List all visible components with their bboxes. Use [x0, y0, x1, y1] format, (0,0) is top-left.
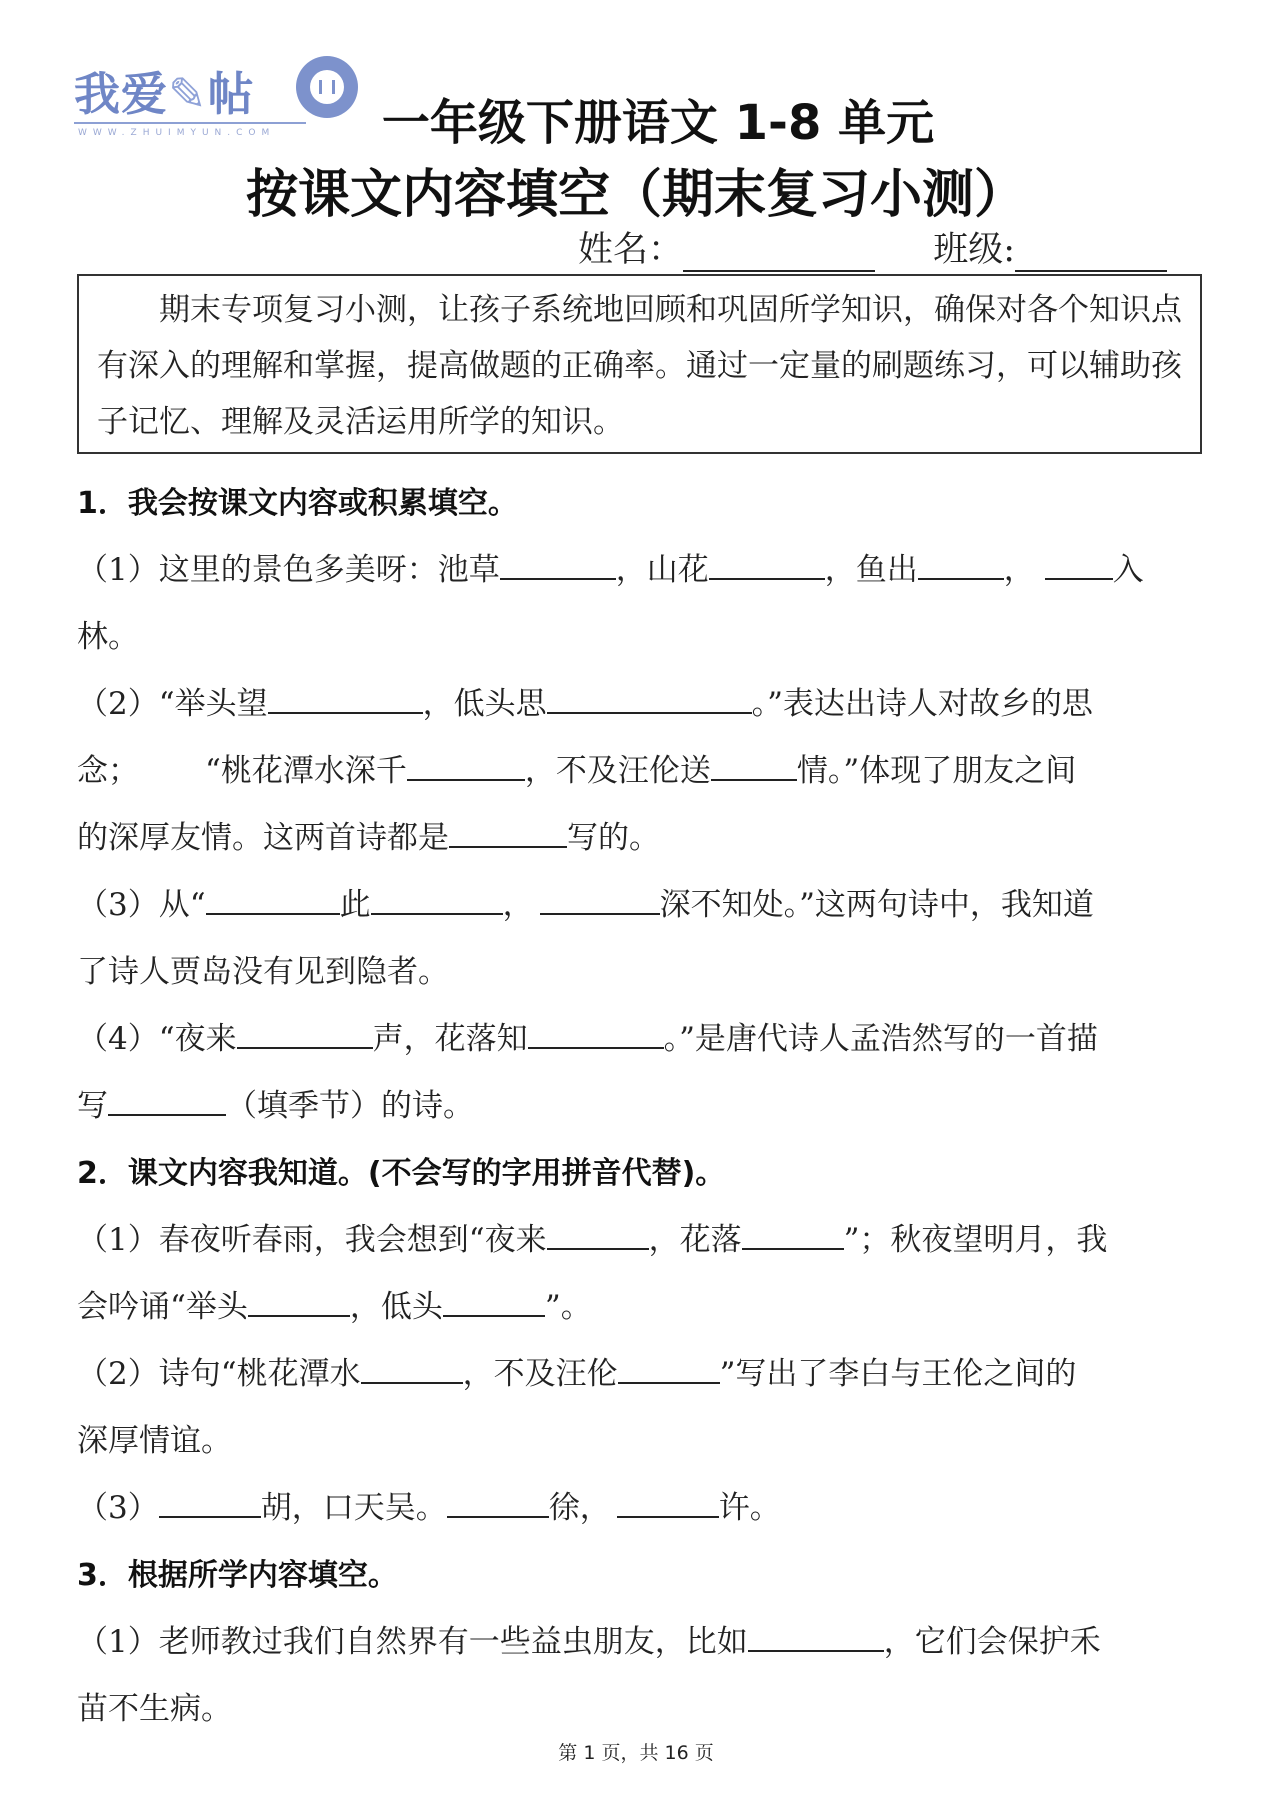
q1-s2-line3: 的深厚友情。这两首诗都是 写的。 [77, 820, 660, 856]
blank[interactable] [918, 554, 1004, 580]
q2-heading: 2．课文内容我知道。(不会写的字用拼音代替)。 [77, 1156, 726, 1191]
q2-s3-line1: （3） 胡，口天吴。 徐， 许。 [77, 1490, 781, 1526]
blank[interactable] [268, 688, 423, 714]
class-field[interactable] [1015, 236, 1167, 272]
class-label: 班级: [933, 230, 1016, 270]
page-subtitle: 按课文内容填空（期末复习小测） [245, 165, 1026, 225]
q3-s1-line1: （1）老师教过我们自然界有一些益虫朋友，比如 ，它们会保护禾 [77, 1624, 1101, 1660]
intro-text: 期末专项复习小测，让孩子系统地回顾和巩固所学知识，确保对各个知识点有深入的理解和掌握，提高做题的正确率。通过一定量的刷题练习，可以辅助孩子记忆、理解及灵活运用所学的知识。 [97, 292, 1182, 440]
blank[interactable] [248, 1291, 350, 1317]
page-title: 一年级下册语文 1-8 单元 [381, 95, 935, 151]
blank[interactable] [447, 1492, 549, 1518]
q1-s4-line2: 写 （填季节）的诗。 [77, 1088, 474, 1124]
blank[interactable] [709, 554, 825, 580]
q1-s2-line2: 念； “桃花潭水深千 ，不及汪伦送 情。”体现了朋友之间 [77, 753, 1077, 789]
logo-url: WWW.ZHUIMYUN.COM [78, 128, 276, 138]
q1-s3-line1: （3）从“ 此 ， 深不知处。”这两句诗中，我知道 [77, 887, 1094, 923]
page-footer: 第 1 页，共 16 页 [558, 1742, 714, 1764]
blank[interactable] [547, 688, 752, 714]
name-label: 姓名： [578, 230, 684, 270]
blank[interactable] [618, 1358, 720, 1384]
questions [77, 470, 1202, 1743]
q2-s1-line2: 会吟诵“举头 ，低头 ”。 [77, 1289, 592, 1325]
blank[interactable] [443, 1291, 545, 1317]
blank[interactable] [159, 1492, 261, 1518]
q2-s2-line1: （2）诗句“桃花潭水 ，不及汪伦 ”写出了李白与王伦之间的 [77, 1356, 1077, 1392]
q3-heading: 3．根据所学内容填空。 [77, 1558, 398, 1593]
q2-s1-line1: （1）春夜听春雨，我会想到“夜来 ，花落 ”；秋夜望明月，我 [77, 1222, 1108, 1258]
blank[interactable] [407, 755, 525, 781]
blank[interactable] [742, 1224, 844, 1250]
blank[interactable] [711, 755, 797, 781]
blank[interactable] [237, 1023, 373, 1049]
name-field[interactable] [683, 236, 875, 272]
blank[interactable] [617, 1492, 719, 1518]
blank[interactable] [748, 1626, 884, 1652]
blank[interactable] [1045, 554, 1113, 580]
q2-s2-line2: 深厚情谊。 [77, 1423, 232, 1459]
logo-text: 我爱✎帖 [74, 67, 255, 121]
q1-heading: 1．我会按课文内容或积累填空。 [77, 486, 518, 521]
blank[interactable] [528, 1023, 664, 1049]
q1-s1-line2: 林。 [77, 619, 139, 655]
q3-s1-line2: 苗不生病。 [77, 1691, 232, 1727]
blank[interactable] [361, 1358, 463, 1384]
blank[interactable] [500, 554, 616, 580]
blank[interactable] [540, 889, 660, 915]
name-class-row [578, 222, 1167, 272]
blank[interactable] [547, 1224, 649, 1250]
blank[interactable] [206, 889, 340, 915]
blank[interactable] [371, 889, 503, 915]
q1-s1-line1: （1）这里的景色多美呀：池草 ，山花 ，鱼出 ， 入 [77, 552, 1144, 588]
q1-s3-line2: 了诗人贾岛没有见到隐者。 [77, 954, 449, 990]
q1-s4-line1: （4）“夜来 声，花落知 。”是唐代诗人孟浩然写的一首描 [77, 1021, 1098, 1057]
blank[interactable] [449, 822, 567, 848]
blank[interactable] [108, 1090, 226, 1116]
q1-s2-line1: （2）“举头望 ，低头思 。”表达出诗人对故乡的思 [77, 686, 1093, 722]
intro-box [77, 274, 1202, 454]
